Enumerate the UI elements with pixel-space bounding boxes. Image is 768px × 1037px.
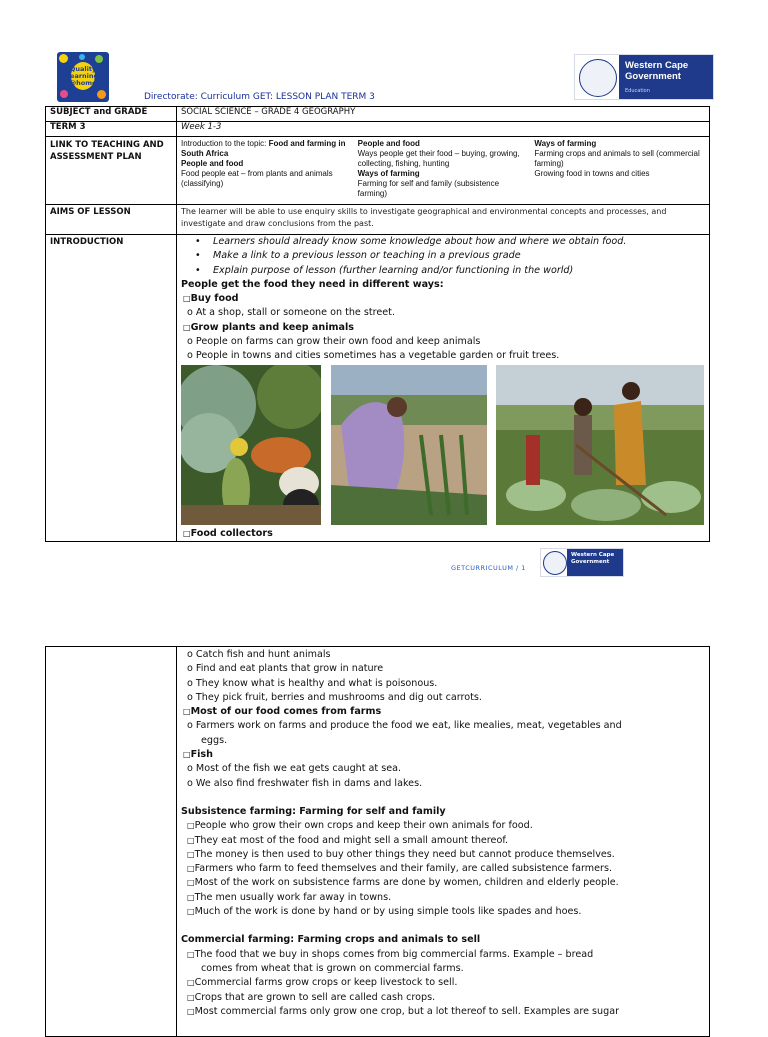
commercial-item-3: □ Crops that are grown to sell are called cash crops. bbox=[181, 991, 709, 1005]
farms-item: o Farmers work on farms and produce the food we eat, like mealies, meat, vegetables and bbox=[181, 719, 709, 733]
commercial-heading: Commercial farming: Farming crops and animals to sell bbox=[181, 934, 481, 946]
subsistence-item-1: □ People who grow their own crops and keep their own animals for food. bbox=[181, 819, 709, 833]
vegetables-photo bbox=[181, 365, 321, 525]
directorate-title: Directorate: Curriculum GET: LESSON PLAN TERM 3 bbox=[144, 92, 375, 102]
photo-strip bbox=[181, 365, 709, 527]
farms-item-cont: eggs. bbox=[201, 734, 228, 746]
western-cape-government-logo bbox=[574, 54, 714, 100]
commercial-item-1-cont: comes from wheat that is grown on commercial farms. bbox=[201, 962, 464, 974]
woman-farming-photo bbox=[331, 365, 487, 525]
collector-item-4: o They pick fruit, berries and mushrooms and dig out carrots. bbox=[181, 691, 709, 705]
collector-item-3: o They know what is healthy and what is poisonous. bbox=[181, 677, 709, 691]
fish-item-2: o We also find freshwater fish in dams and lakes. bbox=[181, 777, 709, 791]
term-label: TERM 3 bbox=[46, 122, 177, 137]
link-column-1: Introduction to the topic: Food and farming in South Africa People and food Food people eat – from plants and animals (classifying) bbox=[181, 139, 346, 188]
food-collectors: □ Food collectors bbox=[181, 527, 709, 541]
subsistence-heading: Subsistence farming: Farming for self and family bbox=[181, 805, 446, 817]
footer-logo-line2: Government bbox=[571, 558, 610, 565]
wcg-line2: Government bbox=[625, 71, 681, 82]
lesson-plan-table-continued bbox=[45, 646, 710, 1037]
logo-text: Quality learning @home bbox=[67, 65, 99, 87]
intro-bullet-3: • Explain purpose of lesson (further learning and/or functioning in the world) bbox=[195, 264, 574, 276]
intro-label: INTRODUCTION bbox=[46, 235, 177, 542]
intro-bullet-1: • Learners should already know some knowledge about how and where we obtain food. bbox=[195, 236, 627, 247]
farms-heading: □ Most of our food comes from farms bbox=[181, 705, 709, 719]
wcg-sub: Education bbox=[625, 88, 650, 94]
link-column-3: Ways of farming Farming crops and animals to sell (commercial farming) Growing food in towns and cities bbox=[534, 139, 700, 178]
lesson-plan-table bbox=[45, 106, 710, 542]
page-footer-label: GETCURRICULUM / 1 bbox=[451, 564, 526, 572]
grow-plants: □ Grow plants and keep animals bbox=[181, 321, 709, 335]
intro-value bbox=[177, 235, 710, 542]
continued-content-cell bbox=[177, 647, 710, 1037]
subsistence-item-3: □ The money is then used to buy other things they need but cannot produce themselves. bbox=[181, 848, 709, 862]
subject-label: SUBJECT and GRADE bbox=[46, 107, 177, 122]
link-column-2: People and food Ways people get their food – buying, growing, collecting, fishing, hunting Ways of farming Farming for self and family (subsistence farming) bbox=[357, 139, 520, 198]
collector-item-1: o Catch fish and hunt animals bbox=[181, 648, 709, 662]
aims-label: AIMS OF LESSON bbox=[46, 205, 177, 235]
link-label: LINK TO TEACHING AND ASSESSMENT PLAN bbox=[46, 137, 177, 205]
intro-bullet-2: • Make a link to a previous lesson or teaching in a previous grade bbox=[195, 250, 521, 262]
subsistence-item-7: □ Much of the work is done by hand or by using simple tools like spades and hoes. bbox=[181, 905, 709, 919]
intro-heading: People get the food they need in different ways: bbox=[181, 278, 444, 290]
term-value: Week 1-3 bbox=[177, 122, 710, 137]
subsistence-item-5: □ Most of the work on subsistence farms are done by women, children and elderly people. bbox=[181, 876, 709, 890]
aims-value: The learner will be able to use enquiry skills to investigate geographical and environmental concepts and processes, and investigate and draw conclusions from the past. bbox=[177, 205, 710, 235]
subsistence-item-4: □ Farmers who farm to feed themselves and their family, are called subsistence farmers. bbox=[181, 862, 709, 876]
fish-heading: □ Fish bbox=[181, 748, 709, 762]
quality-learning-logo bbox=[57, 52, 109, 102]
grow-item-1: o People on farms can grow their own food and keep animals bbox=[181, 335, 709, 349]
family-hoeing-photo bbox=[496, 365, 704, 525]
buy-food: □ Buy food bbox=[181, 292, 709, 306]
buy-food-item: o At a shop, stall or someone on the street. bbox=[181, 306, 709, 320]
collector-item-2: o Find and eat plants that grow in nature bbox=[181, 662, 709, 676]
commercial-item-1: □ The food that we buy in shops comes from big commercial farms. Example – bread bbox=[181, 948, 709, 962]
link-value bbox=[177, 137, 710, 205]
footer-wcg-logo bbox=[540, 548, 624, 577]
commercial-item-4: □ Most commercial farms only grow one crop, but a lot thereof to sell. Examples are sugar bbox=[181, 1005, 709, 1019]
wcg-line1: Western Cape bbox=[625, 60, 689, 71]
continued-label-cell bbox=[46, 647, 177, 1037]
commercial-item-2: □ Commercial farms grow crops or keep livestock to sell. bbox=[181, 976, 709, 990]
subsistence-item-6: □ The men usually work far away in towns. bbox=[181, 891, 709, 905]
crest-icon bbox=[579, 59, 617, 97]
grow-item-2: o People in towns and cities sometimes has a vegetable garden or fruit trees. bbox=[181, 349, 709, 363]
footer-logo-line1: Western Cape bbox=[571, 552, 615, 558]
footer-crest-icon bbox=[543, 551, 567, 575]
subsistence-item-2: □ They eat most of the food and might sell a small amount thereof. bbox=[181, 834, 709, 848]
subject-value: SOCIAL SCIENCE – GRADE 4 GEOGRAPHY bbox=[177, 107, 710, 122]
fish-item-1: o Most of the fish we eat gets caught at sea. bbox=[181, 762, 709, 776]
